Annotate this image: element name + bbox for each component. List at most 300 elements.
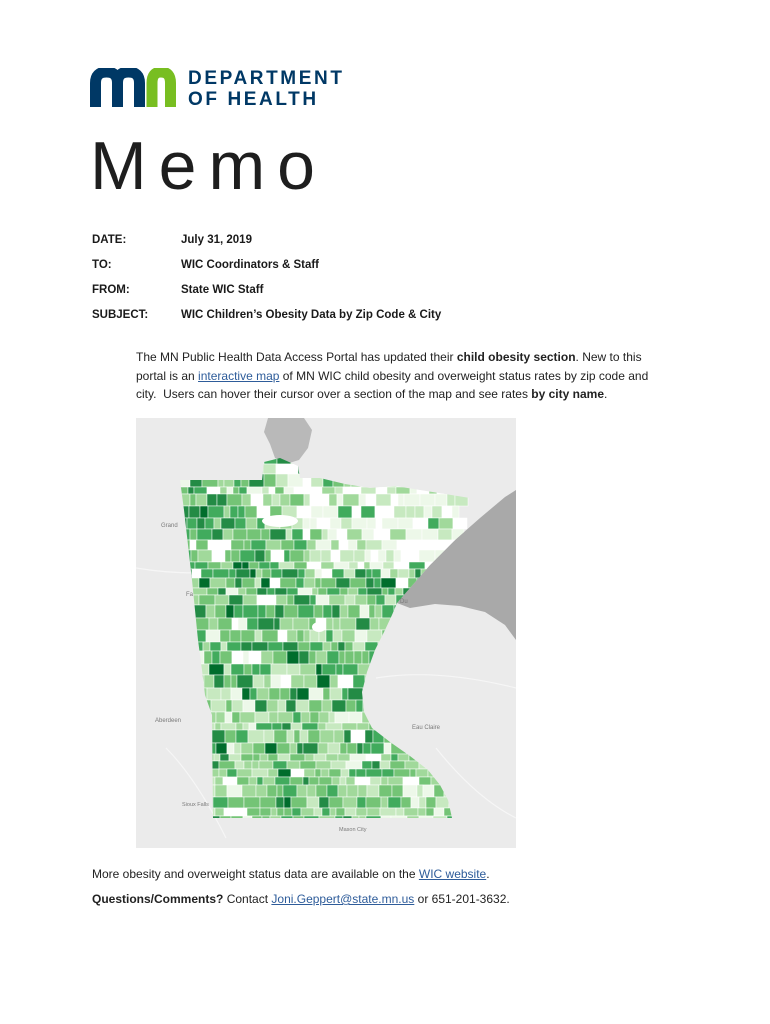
zip-area — [326, 723, 342, 730]
zip-area — [221, 723, 236, 730]
zip-area — [296, 578, 304, 588]
zip-area — [304, 494, 310, 506]
zip-area — [349, 562, 358, 569]
zip-area — [401, 797, 411, 808]
zip-area — [243, 700, 255, 712]
zip-area — [341, 769, 349, 777]
zip-area — [260, 754, 268, 761]
zip-area — [250, 688, 257, 700]
zip-area — [243, 605, 258, 618]
memo-title: Memo — [90, 128, 327, 204]
zip-area — [216, 743, 227, 754]
zip-area — [328, 743, 340, 754]
zip-area — [286, 700, 296, 712]
zip-area — [278, 769, 291, 777]
map-label-mason-city: Mason City — [339, 827, 367, 833]
zip-area — [237, 769, 252, 777]
zip-area — [329, 797, 343, 808]
zip-area — [376, 595, 385, 605]
zip-area — [366, 797, 381, 808]
zip-area — [213, 797, 228, 808]
zip-area — [251, 494, 263, 506]
zip-area — [260, 808, 271, 816]
zip-area — [269, 487, 275, 494]
zip-area — [422, 529, 438, 540]
zip-area — [316, 761, 331, 769]
zip-area — [224, 675, 231, 688]
zip-area — [367, 808, 380, 816]
zip-area — [276, 474, 288, 487]
zip-area — [192, 569, 201, 578]
zip-area — [375, 605, 382, 618]
zip-area — [240, 550, 255, 562]
zip-area — [228, 797, 244, 808]
zip-area — [435, 494, 447, 506]
zip-area — [269, 595, 276, 605]
zip-area — [318, 723, 326, 730]
zip-area — [419, 540, 435, 550]
zip-area — [287, 630, 297, 642]
zip-area — [218, 588, 226, 595]
zip-area — [219, 769, 227, 777]
zip-area — [343, 494, 359, 506]
zip-area — [236, 730, 248, 743]
zip-area — [255, 700, 267, 712]
zip-area — [380, 808, 396, 816]
zip-area — [420, 494, 435, 506]
zip-area — [299, 651, 309, 664]
zip-area — [290, 754, 305, 761]
zip-area — [338, 785, 347, 797]
zip-area — [340, 550, 354, 562]
logo-m-shape — [96, 72, 140, 107]
zip-area — [419, 550, 435, 562]
zip-area — [355, 569, 366, 578]
zip-area — [262, 630, 278, 642]
zip-area — [233, 487, 239, 494]
zip-area — [296, 700, 309, 712]
zip-area — [231, 550, 240, 562]
zip-area — [249, 723, 256, 730]
zip-area — [406, 506, 415, 518]
zip-area — [442, 506, 452, 518]
contact-line — [92, 890, 510, 908]
zip-area — [208, 506, 224, 518]
zip-area — [287, 595, 294, 605]
zip-area — [196, 540, 208, 550]
zip-area — [398, 518, 413, 529]
zip-area — [234, 605, 243, 618]
zip-area — [336, 664, 343, 675]
zip-area — [310, 712, 319, 723]
zip-area — [226, 700, 232, 712]
zip-area — [272, 494, 280, 506]
zip-area — [395, 588, 403, 595]
zip-area — [275, 605, 284, 618]
zip-area — [424, 506, 432, 518]
zip-area — [369, 605, 375, 618]
zip-area — [335, 712, 349, 723]
zip-area — [275, 777, 290, 785]
zip-area — [381, 797, 388, 808]
zip-area — [278, 630, 287, 642]
zip-area — [415, 506, 424, 518]
zip-area — [387, 487, 396, 494]
zip-area — [231, 675, 237, 688]
zip-area — [410, 769, 416, 777]
zip-area — [195, 562, 208, 569]
zip-area — [266, 540, 281, 550]
zip-area — [334, 562, 349, 569]
zip-area — [256, 785, 267, 797]
zip-area — [247, 487, 262, 494]
zip-area — [381, 777, 388, 785]
zip-area — [362, 761, 372, 769]
zip-area — [273, 651, 287, 664]
zip-area — [291, 675, 304, 688]
zip-area — [390, 529, 406, 540]
zip-area — [316, 664, 322, 675]
zip-area — [294, 562, 307, 569]
zip-area — [257, 595, 269, 605]
zip-area — [381, 578, 396, 588]
zip-area — [297, 688, 309, 700]
zip-area — [229, 595, 243, 605]
zip-area — [316, 651, 327, 664]
zip-area — [356, 808, 367, 816]
zip-area — [344, 730, 351, 743]
zip-area — [224, 506, 230, 518]
zip-area — [358, 785, 367, 797]
mille-lacs-lake — [312, 622, 326, 632]
zip-area — [307, 785, 316, 797]
zip-area — [267, 700, 278, 712]
zip-area — [382, 540, 397, 550]
zip-area — [318, 743, 328, 754]
interactive-map-link[interactable]: interactive map — [198, 368, 280, 383]
zip-area — [396, 578, 408, 588]
zip-area — [199, 595, 215, 605]
email-link[interactable]: Joni.Geppert@state.mn.us — [271, 892, 415, 906]
map-label-aberdeen: Aberdeen — [155, 718, 182, 724]
zip-area — [404, 494, 420, 506]
zip-area — [292, 808, 301, 816]
zip-area — [453, 518, 467, 529]
zip-area — [329, 712, 335, 723]
zip-area — [232, 651, 243, 664]
zip-area — [188, 487, 194, 494]
zip-area — [241, 630, 255, 642]
zip-area — [191, 588, 207, 595]
zip-area — [232, 618, 238, 630]
zip-area — [349, 769, 356, 777]
zip-area — [291, 797, 307, 808]
zip-area — [304, 675, 317, 688]
zip-area — [385, 506, 394, 518]
zip-area — [426, 808, 434, 816]
to-value: WIC Coordinators & Staff — [181, 259, 319, 271]
zip-area — [381, 569, 390, 578]
zip-area — [268, 642, 283, 651]
more-data-text: More obesity and overweight status data are available on the — [92, 867, 419, 881]
zip-area — [392, 785, 403, 797]
zip-area — [335, 487, 343, 494]
zip-area — [232, 700, 243, 712]
intro-line-3 — [136, 385, 648, 404]
zip-area — [340, 588, 348, 595]
zip-area — [343, 664, 358, 675]
zip-area — [320, 730, 334, 743]
zip-area — [280, 578, 296, 588]
zip-area — [367, 518, 376, 529]
zip-area — [242, 578, 255, 588]
contact-text: Contact — [223, 892, 272, 906]
zip-area — [333, 618, 340, 630]
zip-area — [348, 688, 363, 700]
zip-area — [403, 777, 419, 785]
zip-area — [274, 618, 280, 630]
zip-area — [388, 588, 395, 595]
zip-area — [261, 529, 270, 540]
zip-area — [355, 595, 367, 605]
zip-area — [382, 769, 394, 777]
zip-area — [417, 785, 423, 797]
map-label-grand: Grand — [161, 523, 178, 529]
zip-area — [362, 529, 374, 540]
zip-area — [227, 642, 241, 651]
zip-area — [347, 529, 362, 540]
zip-area — [348, 605, 360, 618]
zip-area — [366, 494, 376, 506]
zip-area — [310, 518, 317, 529]
zip-area — [217, 540, 231, 550]
zip-area — [322, 700, 332, 712]
zip-area — [370, 777, 381, 785]
zip-area — [452, 506, 459, 518]
map-label-eau-claire: Eau Claire — [412, 725, 441, 731]
zip-area — [329, 769, 341, 777]
zip-area — [310, 550, 321, 562]
zip-area — [317, 675, 330, 688]
zip-area — [353, 675, 365, 688]
zip-area — [345, 808, 356, 816]
zip-area — [284, 808, 292, 816]
zip-area — [242, 494, 251, 506]
zip-area — [247, 529, 261, 540]
zip-area — [309, 688, 323, 700]
zip-area — [409, 562, 425, 569]
zip-area — [426, 797, 436, 808]
zip-area — [215, 785, 227, 797]
zip-area — [276, 595, 287, 605]
zip-area — [291, 769, 304, 777]
zip-area — [196, 494, 207, 506]
zip-area — [447, 494, 455, 506]
zip-area — [241, 642, 252, 651]
zip-area — [250, 569, 256, 578]
zip-area — [314, 605, 323, 618]
zip-area — [234, 743, 241, 754]
zip-area — [212, 730, 225, 743]
zip-area — [316, 785, 327, 797]
zip-area — [231, 664, 244, 675]
child-obesity-section-text: child obesity section — [456, 350, 576, 364]
zip-area — [259, 761, 273, 769]
zip-area — [210, 578, 226, 588]
zip-area — [331, 761, 346, 769]
zip-area — [214, 518, 221, 529]
zip-area — [343, 797, 357, 808]
zip-area — [265, 743, 277, 754]
zip-area — [301, 712, 310, 723]
zip-area — [315, 578, 321, 588]
zip-area — [329, 494, 337, 506]
zip-area — [190, 540, 196, 550]
zip-area — [352, 506, 361, 518]
zip-area — [286, 529, 292, 540]
zip-area — [323, 506, 338, 518]
zip-area — [262, 569, 271, 578]
zip-area — [323, 688, 330, 700]
zip-area — [294, 487, 309, 494]
zip-area — [340, 743, 347, 754]
zip-area — [215, 595, 229, 605]
zip-area — [229, 754, 241, 761]
questions-comments-label: Questions/Comments? — [92, 892, 224, 906]
zip-area — [307, 540, 316, 550]
zip-area — [297, 785, 307, 797]
zip-area — [328, 529, 337, 540]
zip-area — [341, 518, 352, 529]
zip-area — [235, 518, 246, 529]
zip-area — [189, 506, 200, 518]
from-label: FROM: — [92, 284, 130, 296]
zip-area — [333, 630, 342, 642]
zip-area — [356, 700, 363, 712]
zip-area — [291, 723, 302, 730]
zip-area — [323, 642, 331, 651]
mn-obesity-map-image — [136, 418, 516, 848]
zip-area — [233, 562, 242, 569]
zip-area — [379, 785, 392, 797]
zip-area — [345, 595, 355, 605]
zip-area — [383, 562, 394, 569]
zip-area — [374, 578, 381, 588]
zip-area — [303, 518, 310, 529]
zip-area — [237, 675, 253, 688]
zip-area — [305, 754, 314, 761]
zip-area — [366, 569, 372, 578]
zip-area — [350, 578, 366, 588]
zip-area — [225, 730, 236, 743]
zip-area — [255, 712, 269, 723]
wic-website-link[interactable]: WIC website — [418, 867, 487, 881]
zip-area — [360, 605, 369, 618]
zip-area — [336, 578, 350, 588]
zip-area — [391, 754, 398, 761]
zip-area — [235, 578, 242, 588]
map-label-sioux-falls: Sioux Falls — [182, 802, 209, 808]
zip-area — [317, 518, 330, 529]
zip-area — [187, 518, 197, 529]
zip-area — [338, 754, 350, 761]
zip-area — [436, 797, 449, 808]
zip-area — [276, 797, 284, 808]
zip-area — [237, 777, 249, 785]
zip-area — [249, 651, 261, 664]
zip-area — [294, 595, 310, 605]
zip-area — [287, 664, 300, 675]
zip-area — [361, 487, 376, 494]
zip-area — [231, 688, 242, 700]
zip-area — [416, 769, 428, 777]
red-lake — [262, 515, 298, 527]
zip-area — [265, 550, 271, 562]
zip-area — [233, 529, 247, 540]
zip-area — [401, 550, 408, 562]
zip-area — [309, 487, 322, 494]
zip-area — [287, 588, 298, 595]
zip-area — [252, 769, 268, 777]
zip-area — [224, 808, 237, 816]
zip-area — [225, 712, 232, 723]
zip-area — [357, 540, 366, 550]
zip-area — [197, 529, 212, 540]
zip-area — [277, 785, 283, 797]
zip-area — [357, 797, 366, 808]
zip-area — [297, 743, 303, 754]
zip-area — [292, 529, 303, 540]
zip-area — [321, 578, 336, 588]
zip-area — [371, 550, 378, 562]
zip-area — [434, 808, 444, 816]
zip-area — [294, 730, 300, 743]
zip-area — [204, 651, 212, 664]
zip-area — [280, 688, 290, 700]
zip-area — [346, 777, 355, 785]
zip-area — [267, 588, 275, 595]
zip-area — [270, 529, 286, 540]
intro-text: of MN WIC child obesity and overweight status rates by zip code and — [279, 368, 649, 383]
zip-area — [310, 529, 322, 540]
zip-area — [339, 540, 348, 550]
header-row-to — [92, 257, 692, 273]
zip-area — [208, 540, 217, 550]
intro-text: . — [604, 387, 608, 401]
zip-area — [207, 494, 217, 506]
zip-area — [304, 550, 310, 562]
zip-area — [338, 642, 345, 651]
zip-area — [272, 723, 282, 730]
zip-area — [215, 605, 226, 618]
zip-area — [316, 595, 329, 605]
zip-area — [332, 777, 340, 785]
zip-area — [216, 712, 225, 723]
zip-area — [355, 630, 367, 642]
zip-area — [280, 494, 290, 506]
zip-area — [290, 494, 304, 506]
zip-area — [319, 777, 332, 785]
zip-area — [316, 540, 331, 550]
zip-area — [213, 569, 229, 578]
zip-area — [194, 487, 207, 494]
zip-area — [255, 578, 261, 588]
zip-area — [247, 808, 260, 816]
map-svg — [136, 418, 516, 848]
zip-area — [287, 651, 299, 664]
zip-area — [215, 808, 224, 816]
zip-area — [273, 761, 287, 769]
